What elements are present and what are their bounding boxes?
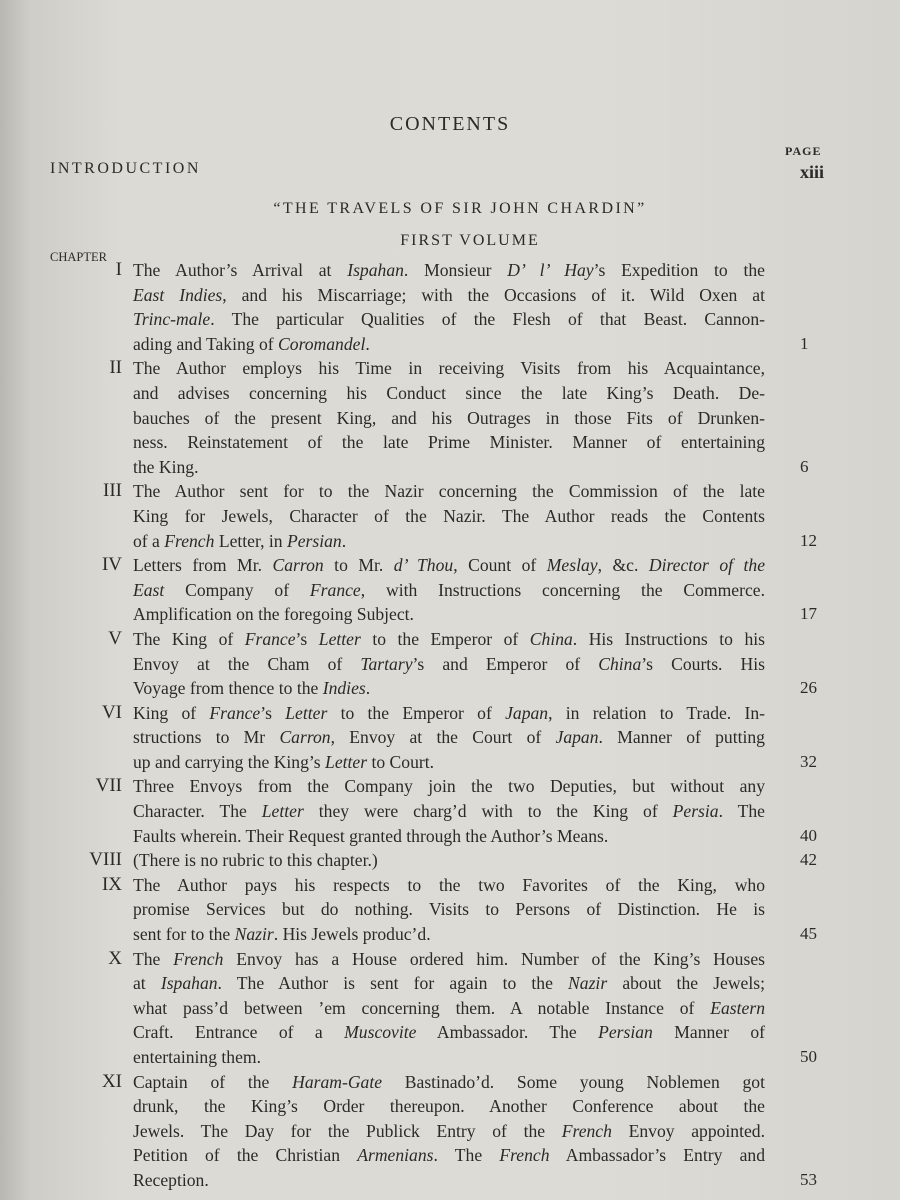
entry-text: to Mr. [323, 555, 394, 576]
entry-text: up and carrying the King’s [133, 751, 326, 772]
entry-line [133, 750, 817, 775]
contents-entry [0, 848, 900, 873]
introduction-page-number: xiii [800, 162, 825, 182]
entry-text: at [133, 973, 161, 994]
entry-text: Voyage from thence to the [133, 678, 323, 699]
entry-text: , in relation to Trade. In- [548, 702, 766, 723]
entry-text: to the Emperor of [327, 702, 506, 723]
italic-text: Director of the [648, 555, 766, 576]
entry-line [133, 971, 765, 996]
contents-entry [0, 356, 900, 479]
volume-heading: FIRST VOLUME [400, 232, 540, 249]
italic-text: East [133, 579, 165, 600]
entry-text: ’s [260, 702, 286, 723]
contents-entry [0, 873, 900, 947]
contents-list [0, 258, 900, 1193]
entry-text: . Monsieur [403, 260, 508, 280]
entry-line [133, 1070, 765, 1095]
chapter-number: I [115, 259, 122, 280]
entry-text: King of [133, 702, 210, 723]
entry-text: . [365, 333, 370, 354]
entry-line [133, 578, 765, 603]
italic-text: Nazir [568, 973, 608, 994]
contents-entry [0, 627, 900, 701]
entry-line [133, 602, 817, 627]
page-number: 53 [800, 1169, 817, 1189]
chapter-number: VII [95, 775, 122, 797]
page-number: 42 [800, 850, 817, 870]
entry-line [133, 479, 765, 504]
entry-text: , and his Miscarriage; with the Occasions of it. Wild Oxen at [222, 284, 765, 305]
entry-text: Jewels. The Day for the Publick Entry of the [133, 1120, 562, 1141]
contents-entry [0, 774, 900, 848]
introduction-heading: INTRODUCTION [50, 160, 201, 177]
entry-line [133, 283, 765, 308]
italic-text: Muscovite [344, 1022, 417, 1043]
italic-text: Coromandel [278, 333, 366, 354]
entry-text: ’s and Emperor of [412, 653, 599, 674]
entry-text: King for Jewels, Character of the Nazir. The Author reads the Contents [133, 505, 765, 526]
entry-line [133, 455, 809, 480]
entry-text: to Court. [367, 751, 435, 772]
entry-line [133, 824, 817, 849]
entry-text: ’s [295, 628, 319, 649]
page-number: 17 [800, 604, 817, 624]
chapter-number: IX [101, 873, 122, 895]
italic-text: China [598, 653, 642, 674]
italic-text: Persian [598, 1022, 653, 1043]
page-column-label: PAGE [785, 144, 822, 158]
entry-text: . His Instructions to his [572, 628, 765, 649]
italic-text: Armenians [357, 1145, 434, 1166]
page-number: 6 [800, 456, 809, 476]
entry-text: Letters from Mr. [133, 555, 273, 576]
italic-text: France [209, 702, 261, 723]
contents-entry [0, 947, 900, 1070]
italic-text: Letter [285, 702, 328, 723]
contents-entry [0, 479, 900, 553]
entry-text: bauches of the present King, and his Outrages in those Fits of Drunken- [133, 407, 765, 428]
contents-entry [0, 701, 900, 775]
page-number: 26 [800, 678, 817, 698]
italic-text: China [529, 628, 573, 649]
entry-line [133, 922, 817, 947]
chapter-number: VI [101, 701, 122, 723]
entry-text: Letter, in [214, 530, 287, 551]
italic-text: Letter [318, 628, 361, 649]
entry-text: The Author employs his Time in receiving Visits from his Acquaintance, [133, 358, 765, 379]
chapter-column-label: CHAPTER [50, 250, 107, 264]
chapter-number: XI [101, 1070, 122, 1092]
entry-text: Reception. [133, 1169, 209, 1190]
entry-line [133, 947, 765, 972]
chapter-number: IV [101, 554, 122, 576]
page-number: 50 [800, 1047, 817, 1066]
entry-text: The Author sent for to the Nazir concerning the Commission of the late [133, 481, 765, 502]
italic-text: French [561, 1120, 612, 1141]
entry-text: Faults wherein. Their Request granted through the Author’s Means. [133, 825, 609, 846]
italic-text: French [173, 948, 224, 969]
entry-text: Envoy appointed. [611, 1120, 765, 1141]
entry-text: sent for to the [133, 924, 235, 945]
entry-text: The Author pays his respects to the two Favorites of the King, who [133, 874, 765, 895]
entry-text: Amplification on the foregoing Subject. [133, 604, 414, 625]
entry-line [133, 1168, 817, 1193]
entry-text: , Count of [453, 555, 547, 576]
entry-text: Ambassador’s Entry and [549, 1145, 765, 1166]
contents-entry [0, 553, 900, 627]
contents-entry [0, 258, 900, 356]
italic-text: Carron [279, 727, 331, 748]
entry-text: the King. [133, 456, 199, 477]
italic-text: French [499, 1145, 550, 1166]
chapter-number: X [108, 947, 122, 969]
entry-text: they were charg’d with to the King of [303, 801, 673, 822]
italic-text: Japan [505, 702, 549, 723]
entry-line [133, 529, 817, 554]
entry-text: Bastinado’d. Some young Noblemen got [382, 1071, 765, 1092]
italic-text: Meslay [546, 555, 598, 576]
italic-text: d’ Thou [393, 555, 454, 576]
entry-line [133, 258, 765, 283]
entry-line [133, 1143, 765, 1168]
italic-text: Carron [272, 555, 324, 576]
entry-text: . [341, 530, 347, 551]
entry-line [133, 627, 765, 652]
entry-line [133, 1119, 765, 1144]
italic-text: France [309, 579, 361, 600]
entry-text: , &c. [597, 555, 649, 576]
entry-text: ’s Courts. His [641, 653, 765, 674]
entry-text: Three Envoys from the Company join the two Deputies, but without any [133, 776, 765, 797]
chapter-number: VIII [89, 849, 122, 871]
entry-text: Manner of [652, 1022, 766, 1043]
italic-text: Letter [325, 751, 368, 772]
entry-text: . [365, 678, 371, 699]
entry-text: promise Services but do nothing. Visits to Persons of Distinction. He is [133, 899, 765, 920]
entry-line [133, 406, 765, 431]
chapter-number: II [109, 357, 122, 379]
italic-text: Eastern [710, 997, 765, 1018]
entry-text: Ambassador. The [416, 1022, 599, 1043]
italic-text: Letter [261, 801, 304, 822]
entry-line [133, 799, 765, 824]
entry-line [133, 430, 765, 455]
italic-text: Haram-Gate [292, 1071, 383, 1092]
italic-text: Persia [672, 801, 719, 822]
entry-text: Petition of the Christian [133, 1145, 358, 1166]
entry-line [133, 774, 765, 799]
entry-text: entertaining them. [133, 1047, 262, 1067]
page-title: CONTENTS [389, 113, 511, 135]
entry-line [133, 848, 817, 873]
entry-text: , Envoy at the Court of [330, 727, 556, 748]
entry-line [133, 897, 765, 922]
entry-text: (There is no rubric to this chapter.) [133, 850, 378, 871]
entry-text: . Manner of putting [598, 727, 765, 748]
entry-line [133, 701, 765, 726]
entry-line [133, 652, 765, 677]
chapter-number: V [108, 627, 122, 649]
entry-text: Company of [164, 579, 310, 600]
entry-text: Character. The [133, 801, 262, 822]
page-number: 1 [800, 333, 809, 353]
page-number: 12 [800, 530, 817, 550]
contents-entry [0, 1070, 900, 1193]
italic-text: Tartary [360, 653, 413, 674]
page-number: 32 [800, 751, 817, 771]
italic-text: Ispahan [347, 260, 404, 280]
entry-line [133, 332, 809, 357]
entry-text: what pass’d between ’em concerning them. A notable Instance of [133, 997, 711, 1018]
italic-text: East Indies [133, 284, 223, 305]
entry-text: The King of [133, 628, 245, 649]
italic-text: Japan [555, 727, 599, 748]
entry-text: ’s Expedition to the [593, 260, 765, 280]
entry-text: . His Jewels produc’d. [273, 924, 431, 945]
italic-text: French [164, 530, 215, 551]
entry-text: . The [433, 1145, 500, 1166]
entry-line [133, 381, 765, 406]
entry-line [133, 553, 765, 578]
entry-text: ness. Reinstatement of the late Prime Minister. Manner of entertaining [133, 432, 765, 453]
entry-line [133, 996, 765, 1021]
entry-text: Envoy has a House ordered him. Number of the King’s Houses [223, 948, 765, 969]
entry-line [133, 307, 765, 332]
italic-text: D’ l’ Hay [507, 260, 594, 280]
entry-text: . The [718, 801, 765, 822]
italic-text: Nazir [234, 924, 274, 945]
entry-line [133, 676, 817, 701]
page-number: 40 [800, 825, 817, 845]
page-number: 45 [800, 924, 817, 944]
chapter-number: III [103, 480, 122, 502]
entry-text: and advises concerning his Conduct since the late King’s Death. De- [133, 382, 765, 403]
italic-text: Indies [322, 678, 366, 699]
entry-text: Craft. Entrance of a [133, 1022, 345, 1043]
entry-line [133, 356, 765, 381]
entry-line [133, 1094, 765, 1119]
italic-text: Trinc-male [133, 309, 211, 330]
entry-text: The Author’s Arrival at [133, 260, 348, 280]
entry-line [133, 1020, 765, 1045]
italic-text: Ispahan [160, 973, 218, 994]
entry-text: ading and Taking of [133, 333, 279, 354]
entry-text: . The Author is sent for again to the [217, 973, 569, 994]
entry-text: The [133, 948, 174, 969]
entry-line [133, 1045, 817, 1070]
entry-text: drunk, the King’s Order thereupon. Another Conference about the [133, 1096, 765, 1117]
entry-text: about the Jewels; [607, 973, 765, 994]
entry-text: to the Emperor of [360, 628, 530, 649]
entry-line [133, 873, 765, 898]
entry-text: , with Instructions concerning the Commerce. [360, 579, 765, 600]
entry-text: . The particular Qualities of the Flesh of that Beast. Cannon- [210, 309, 765, 330]
entry-text: Captain of the [133, 1071, 293, 1092]
entry-text: Envoy at the Cham of [133, 653, 361, 674]
entry-line [133, 725, 765, 750]
italic-text: France [244, 628, 296, 649]
italic-text: Persian [287, 530, 342, 551]
entry-line [133, 504, 765, 529]
book-title: “THE TRAVELS OF SIR JOHN CHARDIN” [273, 200, 647, 217]
entry-text: of a [133, 530, 165, 551]
entry-text: structions to Mr [133, 727, 280, 748]
